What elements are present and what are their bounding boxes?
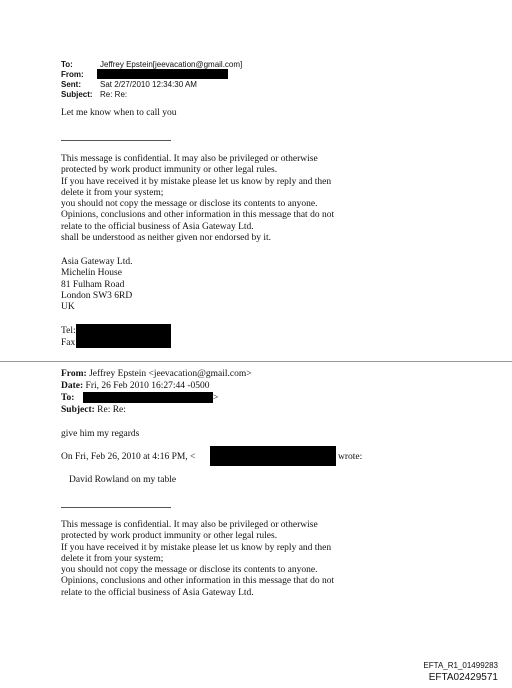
to-value: Jeffrey Epstein[jeevacation@gmail.com]	[100, 60, 243, 69]
reply-from-value: Jeffrey Epstein <jeevacation@gmail.com>	[89, 369, 252, 379]
address-line: Asia Gateway Ltd.	[61, 257, 133, 267]
sent-label: Sent:	[61, 80, 81, 89]
reply-body: give him my regards	[61, 429, 140, 439]
reply-date-value: Fri, 26 Feb 2010 16:27:44 -0500	[85, 381, 210, 391]
reply-subject-label: Subject:	[61, 405, 95, 415]
tel-label: Tel:	[61, 326, 76, 336]
redaction-block	[76, 324, 171, 348]
disclaimer-line: Opinions, conclusions and other information in this message that do not	[61, 210, 335, 221]
redaction-block	[97, 69, 228, 79]
disclaimer-line: This message is confidential. It may also be privileged or otherwise	[61, 520, 318, 530]
disclaimer-line: This message is confidential. It may also be privileged or otherwise	[61, 154, 318, 164]
disclaimer-block	[61, 520, 334, 599]
disclaimer-block	[61, 154, 334, 244]
quoted-text: David Rowland on my table	[69, 475, 177, 485]
disclaimer-line: delete it from your system;	[61, 553, 164, 564]
bates-number: EFTA02429571	[428, 672, 498, 683]
reply-subject-value: Re: Re:	[97, 405, 126, 415]
reply-from-line	[61, 369, 252, 380]
subject-value: Re: Re:	[100, 90, 128, 99]
disclaimer-line: delete it from your system;	[61, 187, 164, 198]
message-separator	[0, 361, 512, 362]
sent-value: Sat 2/27/2010 12:34:30 AM	[100, 80, 197, 89]
reply-to-line	[61, 393, 219, 404]
signature-divider	[61, 140, 171, 141]
subject-label: Subject:	[61, 90, 93, 99]
address-line: Michelin House	[61, 268, 122, 279]
reply-to-label: To:	[61, 393, 75, 403]
message-body: Let me know when to call you	[61, 108, 177, 118]
quote-intro-suffix: wrote:	[338, 452, 363, 462]
reply-from-label: From:	[61, 369, 87, 379]
bates-number-r1: EFTA_R1_01499283	[423, 661, 498, 670]
to-label: To:	[61, 60, 73, 69]
disclaimer-line: protected by work product immunity or other legal rules.	[61, 531, 278, 542]
reply-subject-line	[61, 405, 126, 416]
disclaimer-line: relate to the official business of Asia Gateway Ltd.	[61, 221, 254, 232]
disclaimer-line: protected by work product immunity or other legal rules.	[61, 165, 278, 176]
disclaimer-line: If you have received it by mistake please let us know by reply and then	[61, 176, 332, 187]
disclaimer-line: If you have received it by mistake please let us know by reply and then	[61, 542, 332, 553]
disclaimer-line: Opinions, conclusions and other information in this message that do not	[61, 576, 335, 587]
signature-divider	[61, 507, 171, 508]
reply-date-label: Date:	[61, 381, 84, 391]
reply-date-line	[61, 381, 210, 392]
address-line: 81 Fulham Road	[61, 279, 125, 290]
fax-label: Fax	[61, 338, 76, 348]
address-line: London SW3 6RD	[61, 290, 133, 301]
reply-to-suffix: >	[213, 393, 219, 403]
disclaimer-line: you should not copy the message or disclose its contents to anyone.	[61, 199, 318, 210]
quote-intro-prefix: On Fri, Feb 26, 2010 at 4:16 PM, <	[61, 452, 196, 462]
disclaimer-line: relate to the official business of Asia Gateway Ltd.	[61, 587, 254, 598]
disclaimer-line: shall be understood as neither given nor endorsed by it.	[61, 233, 272, 244]
address-line: UK	[61, 302, 75, 313]
redaction-block	[210, 446, 336, 466]
address-block	[61, 257, 133, 313]
disclaimer-line: you should not copy the message or disclose its contents to anyone.	[61, 565, 318, 576]
redaction-block	[83, 392, 213, 403]
from-label: From:	[61, 70, 84, 79]
